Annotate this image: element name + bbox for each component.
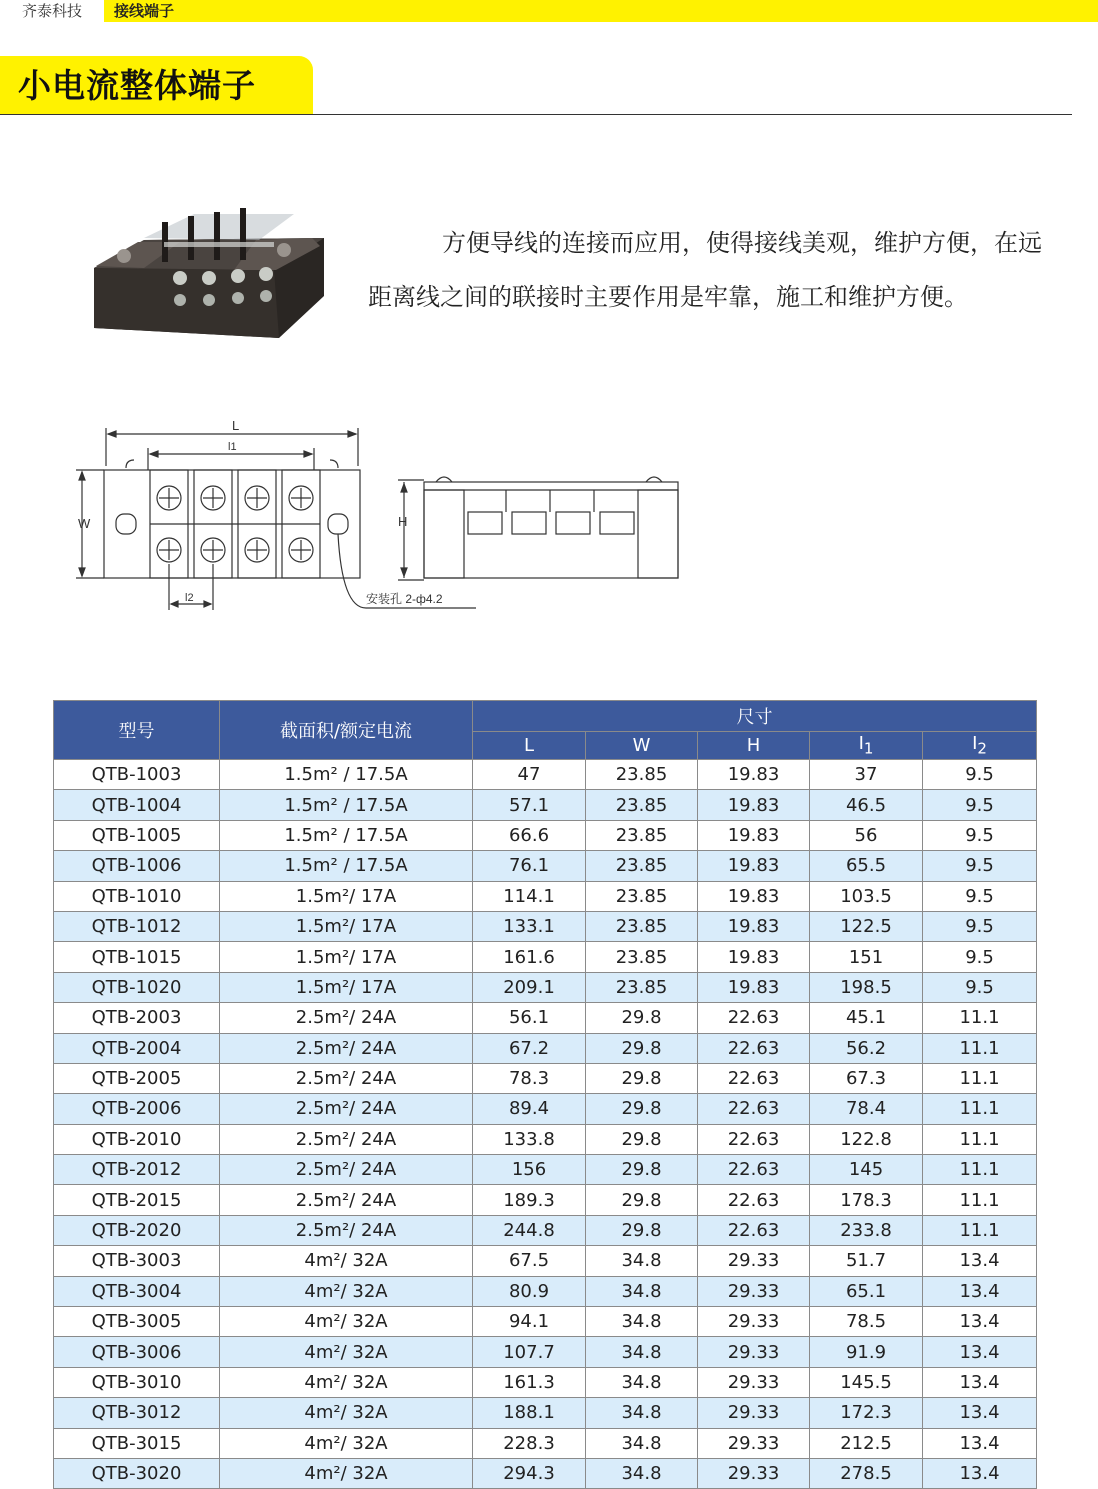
cell-dim-I2: 13.4 — [923, 1398, 1037, 1428]
cell-dim-I1: 56 — [810, 820, 923, 850]
cell-dim-I1: 198.5 — [810, 972, 923, 1002]
cell-model: QTB-2020 — [54, 1215, 220, 1245]
cell-dim-I2: 13.4 — [923, 1337, 1037, 1367]
cell-dim-I1: 151 — [810, 942, 923, 972]
label-L: L — [232, 418, 240, 433]
cell-model: QTB-1003 — [54, 760, 220, 790]
cell-dim-H: 22.63 — [698, 1155, 810, 1185]
header-I1-letter: I — [858, 733, 864, 755]
cell-dim-I2: 9.5 — [923, 760, 1037, 790]
cell-model: QTB-3015 — [54, 1428, 220, 1458]
cell-section-current: 1.5m² / 17.5A — [220, 851, 473, 881]
cell-dim-W: 29.8 — [586, 1215, 698, 1245]
cell-dim-L: 133.8 — [473, 1124, 586, 1154]
cell-dim-I1: 78.5 — [810, 1307, 923, 1337]
cell-dim-W: 34.8 — [586, 1458, 698, 1488]
cell-dim-I2: 11.1 — [923, 1215, 1037, 1245]
cell-section-current: 4m²/ 32A — [220, 1458, 473, 1488]
cell-dim-L: 57.1 — [473, 790, 586, 820]
product-description — [368, 216, 1073, 324]
cell-dim-I1: 122.5 — [810, 911, 923, 941]
cell-model: QTB-1012 — [54, 911, 220, 941]
table-row — [54, 1307, 1037, 1337]
cell-dim-L: 228.3 — [473, 1428, 586, 1458]
cell-dim-I1: 122.8 — [810, 1124, 923, 1154]
label-W: W — [78, 516, 91, 531]
header-I2-letter: I — [972, 733, 978, 755]
cell-model: QTB-1005 — [54, 820, 220, 850]
product-photo — [84, 178, 334, 354]
cell-dim-L: 94.1 — [473, 1307, 586, 1337]
table-row — [54, 820, 1037, 850]
cell-section-current: 2.5m²/ 24A — [220, 1155, 473, 1185]
header-I1 — [810, 732, 923, 760]
cell-dim-W: 34.8 — [586, 1367, 698, 1397]
cell-dim-I2: 11.1 — [923, 1063, 1037, 1093]
cell-dim-L: 161.3 — [473, 1367, 586, 1397]
cell-model: QTB-1020 — [54, 972, 220, 1002]
cell-dim-L: 161.6 — [473, 942, 586, 972]
table-row — [54, 1003, 1037, 1033]
cell-dim-I2: 9.5 — [923, 851, 1037, 881]
cell-dim-W: 23.85 — [586, 881, 698, 911]
table-row — [54, 911, 1037, 941]
cell-section-current: 2.5m²/ 24A — [220, 1215, 473, 1245]
cell-section-current: 1.5m² / 17.5A — [220, 820, 473, 850]
cell-section-current: 2.5m²/ 24A — [220, 1094, 473, 1124]
cell-dim-I2: 11.1 — [923, 1155, 1037, 1185]
cell-dim-L: 76.1 — [473, 851, 586, 881]
cell-model: QTB-1010 — [54, 881, 220, 911]
brand-label: 齐泰科技 — [0, 0, 104, 22]
mount-hole-label: 安装孔 2-ф4.2 — [366, 592, 443, 606]
cell-dim-W: 29.8 — [586, 1124, 698, 1154]
cell-dim-W: 34.8 — [586, 1428, 698, 1458]
cell-dim-I1: 67.3 — [810, 1063, 923, 1093]
cell-model: QTB-3003 — [54, 1246, 220, 1276]
cell-dim-L: 209.1 — [473, 972, 586, 1002]
cell-model: QTB-3006 — [54, 1337, 220, 1367]
cell-dim-I2: 9.5 — [923, 911, 1037, 941]
cell-model: QTB-3004 — [54, 1276, 220, 1306]
cell-dim-H: 29.33 — [698, 1398, 810, 1428]
header-model: 型号 — [54, 701, 220, 760]
table-row — [54, 851, 1037, 881]
cell-section-current: 2.5m²/ 24A — [220, 1185, 473, 1215]
spec-table-body — [54, 760, 1037, 1489]
cell-dim-W: 23.85 — [586, 851, 698, 881]
cell-dim-I2: 11.1 — [923, 1094, 1037, 1124]
cell-dim-I1: 233.8 — [810, 1215, 923, 1245]
cell-dim-H: 22.63 — [698, 1124, 810, 1154]
cell-dim-W: 29.8 — [586, 1003, 698, 1033]
cell-dim-L: 244.8 — [473, 1215, 586, 1245]
cell-model: QTB-2012 — [54, 1155, 220, 1185]
header-I2-sub: 2 — [977, 739, 987, 758]
cell-dim-I2: 9.5 — [923, 790, 1037, 820]
table-row — [54, 790, 1037, 820]
header-section: 截面积/额定电流 — [220, 701, 473, 760]
description-line-1: 方便导线的连接而应用，使得接线美观，维护方便，在远 — [442, 229, 1042, 257]
label-l1: l1 — [228, 441, 237, 453]
description-line-2: 距离线之间的联接时主要作用是牢靠，施工和维护方便。 — [368, 283, 968, 311]
cell-model: QTB-2010 — [54, 1124, 220, 1154]
cell-dim-W: 29.8 — [586, 1094, 698, 1124]
table-row — [54, 1337, 1037, 1367]
cell-dim-L: 156 — [473, 1155, 586, 1185]
cell-dim-I1: 278.5 — [810, 1458, 923, 1488]
header-L: L — [473, 732, 586, 760]
cell-dim-W: 29.8 — [586, 1033, 698, 1063]
cell-dim-I1: 51.7 — [810, 1246, 923, 1276]
cell-section-current: 4m²/ 32A — [220, 1307, 473, 1337]
cell-dim-I2: 13.4 — [923, 1307, 1037, 1337]
table-row — [54, 1367, 1037, 1397]
cell-model: QTB-1015 — [54, 942, 220, 972]
header-size: 尺寸 — [473, 701, 1037, 732]
cell-dim-W: 23.85 — [586, 790, 698, 820]
table-row — [54, 1246, 1037, 1276]
cell-dim-H: 29.33 — [698, 1246, 810, 1276]
cell-dim-H: 19.83 — [698, 911, 810, 941]
cell-dim-I1: 212.5 — [810, 1428, 923, 1458]
cell-dim-W: 34.8 — [586, 1398, 698, 1428]
cell-dim-I2: 9.5 — [923, 820, 1037, 850]
cell-dim-I1: 145.5 — [810, 1367, 923, 1397]
cell-dim-I2: 13.4 — [923, 1246, 1037, 1276]
cell-dim-H: 29.33 — [698, 1428, 810, 1458]
cell-section-current: 1.5m²/ 17A — [220, 881, 473, 911]
dimension-drawing — [66, 418, 686, 618]
cell-dim-H: 22.63 — [698, 1003, 810, 1033]
cell-dim-H: 29.33 — [698, 1367, 810, 1397]
cell-model: QTB-2006 — [54, 1094, 220, 1124]
cell-section-current: 4m²/ 32A — [220, 1276, 473, 1306]
cell-dim-H: 19.83 — [698, 881, 810, 911]
cell-dim-H: 22.63 — [698, 1094, 810, 1124]
table-row — [54, 1185, 1037, 1215]
table-row — [54, 1458, 1037, 1488]
cell-dim-I1: 145 — [810, 1155, 923, 1185]
cell-dim-I2: 9.5 — [923, 881, 1037, 911]
cell-model: QTB-2015 — [54, 1185, 220, 1215]
cell-dim-L: 56.1 — [473, 1003, 586, 1033]
cell-dim-I1: 65.1 — [810, 1276, 923, 1306]
cell-dim-I2: 11.1 — [923, 1003, 1037, 1033]
table-row — [54, 1398, 1037, 1428]
cell-dim-H: 29.33 — [698, 1276, 810, 1306]
cell-dim-L: 294.3 — [473, 1458, 586, 1488]
cell-dim-I1: 46.5 — [810, 790, 923, 820]
cell-dim-I1: 56.2 — [810, 1033, 923, 1063]
cell-dim-W: 23.85 — [586, 942, 698, 972]
cell-dim-W: 29.8 — [586, 1063, 698, 1093]
cell-model: QTB-2003 — [54, 1003, 220, 1033]
cell-dim-I2: 11.1 — [923, 1124, 1037, 1154]
cell-model: QTB-3012 — [54, 1398, 220, 1428]
cell-dim-L: 89.4 — [473, 1094, 586, 1124]
cell-dim-H: 19.83 — [698, 760, 810, 790]
cell-dim-W: 29.8 — [586, 1155, 698, 1185]
cell-section-current: 1.5m²/ 17A — [220, 972, 473, 1002]
cell-dim-I2: 13.4 — [923, 1458, 1037, 1488]
cell-model: QTB-2005 — [54, 1063, 220, 1093]
cell-dim-W: 23.85 — [586, 972, 698, 1002]
cell-dim-I1: 78.4 — [810, 1094, 923, 1124]
cell-dim-L: 67.5 — [473, 1246, 586, 1276]
section-title: 小电流整体端子 — [18, 66, 256, 105]
cell-dim-I1: 37 — [810, 760, 923, 790]
table-row — [54, 1033, 1037, 1063]
cell-section-current: 4m²/ 32A — [220, 1367, 473, 1397]
cell-section-current: 4m²/ 32A — [220, 1428, 473, 1458]
cell-dim-I1: 103.5 — [810, 881, 923, 911]
cell-dim-H: 22.63 — [698, 1033, 810, 1063]
cell-dim-H: 22.63 — [698, 1063, 810, 1093]
category-label: 接线端子 — [114, 2, 175, 20]
cell-dim-H: 22.63 — [698, 1185, 810, 1215]
cell-model: QTB-3005 — [54, 1307, 220, 1337]
cell-section-current: 4m²/ 32A — [220, 1337, 473, 1367]
table-row — [54, 1124, 1037, 1154]
cell-section-current: 1.5m² / 17.5A — [220, 790, 473, 820]
cell-dim-L: 188.1 — [473, 1398, 586, 1428]
cell-dim-W: 34.8 — [586, 1246, 698, 1276]
cell-dim-H: 19.83 — [698, 820, 810, 850]
table-row — [54, 1094, 1037, 1124]
label-l2: l2 — [185, 592, 194, 604]
cell-dim-H: 22.63 — [698, 1215, 810, 1245]
cell-dim-W: 23.85 — [586, 760, 698, 790]
cell-dim-L: 67.2 — [473, 1033, 586, 1063]
cell-dim-I2: 13.4 — [923, 1428, 1037, 1458]
cell-dim-H: 19.83 — [698, 972, 810, 1002]
cell-dim-L: 47 — [473, 760, 586, 790]
table-row — [54, 942, 1037, 972]
cell-dim-I1: 65.5 — [810, 851, 923, 881]
cell-section-current: 2.5m²/ 24A — [220, 1124, 473, 1154]
cell-dim-I1: 91.9 — [810, 1337, 923, 1367]
header-W: W — [586, 732, 698, 760]
table-row — [54, 1215, 1037, 1245]
cell-section-current: 1.5m²/ 17A — [220, 911, 473, 941]
cell-dim-I1: 45.1 — [810, 1003, 923, 1033]
table-row — [54, 1276, 1037, 1306]
cell-dim-I2: 13.4 — [923, 1276, 1037, 1306]
table-row — [54, 881, 1037, 911]
cell-dim-I2: 13.4 — [923, 1367, 1037, 1397]
cell-dim-W: 23.85 — [586, 911, 698, 941]
cell-dim-I1: 178.3 — [810, 1185, 923, 1215]
cell-dim-H: 19.83 — [698, 851, 810, 881]
cell-section-current: 2.5m²/ 24A — [220, 1063, 473, 1093]
table-row — [54, 760, 1037, 790]
cell-dim-L: 78.3 — [473, 1063, 586, 1093]
cell-dim-I2: 9.5 — [923, 942, 1037, 972]
cell-dim-L: 66.6 — [473, 820, 586, 850]
cell-dim-L: 189.3 — [473, 1185, 586, 1215]
table-row — [54, 1155, 1037, 1185]
cell-dim-H: 19.83 — [698, 942, 810, 972]
cell-section-current: 4m²/ 32A — [220, 1246, 473, 1276]
cell-section-current: 2.5m²/ 24A — [220, 1033, 473, 1063]
cell-dim-W: 34.8 — [586, 1337, 698, 1367]
cell-model: QTB-2004 — [54, 1033, 220, 1063]
cell-dim-I2: 9.5 — [923, 972, 1037, 1002]
cell-dim-I1: 172.3 — [810, 1398, 923, 1428]
cell-dim-L: 107.7 — [473, 1337, 586, 1367]
header-H: H — [698, 732, 810, 760]
table-row — [54, 1063, 1037, 1093]
cell-dim-L: 80.9 — [473, 1276, 586, 1306]
cell-dim-L: 114.1 — [473, 881, 586, 911]
table-row — [54, 972, 1037, 1002]
cell-dim-W: 34.8 — [586, 1307, 698, 1337]
label-H: H — [398, 514, 408, 529]
cell-model: QTB-3020 — [54, 1458, 220, 1488]
cell-dim-I2: 11.1 — [923, 1033, 1037, 1063]
cell-model: QTB-1006 — [54, 851, 220, 881]
spec-table — [53, 700, 1037, 1489]
cell-dim-H: 19.83 — [698, 790, 810, 820]
cell-section-current: 2.5m²/ 24A — [220, 1003, 473, 1033]
cell-dim-H: 29.33 — [698, 1307, 810, 1337]
cell-model: QTB-3010 — [54, 1367, 220, 1397]
cell-dim-W: 29.8 — [586, 1185, 698, 1215]
cell-section-current: 1.5m² / 17.5A — [220, 760, 473, 790]
cell-dim-H: 29.33 — [698, 1337, 810, 1367]
cell-section-current: 4m²/ 32A — [220, 1398, 473, 1428]
cell-dim-W: 34.8 — [586, 1276, 698, 1306]
section-divider — [0, 114, 1072, 115]
cell-dim-H: 29.33 — [698, 1458, 810, 1488]
cell-dim-I2: 11.1 — [923, 1185, 1037, 1215]
cell-dim-W: 23.85 — [586, 820, 698, 850]
header-I2 — [923, 732, 1037, 760]
cell-section-current: 1.5m²/ 17A — [220, 942, 473, 972]
table-row — [54, 1428, 1037, 1458]
cell-model: QTB-1004 — [54, 790, 220, 820]
header-I1-sub: 1 — [863, 739, 874, 758]
cell-dim-L: 133.1 — [473, 911, 586, 941]
